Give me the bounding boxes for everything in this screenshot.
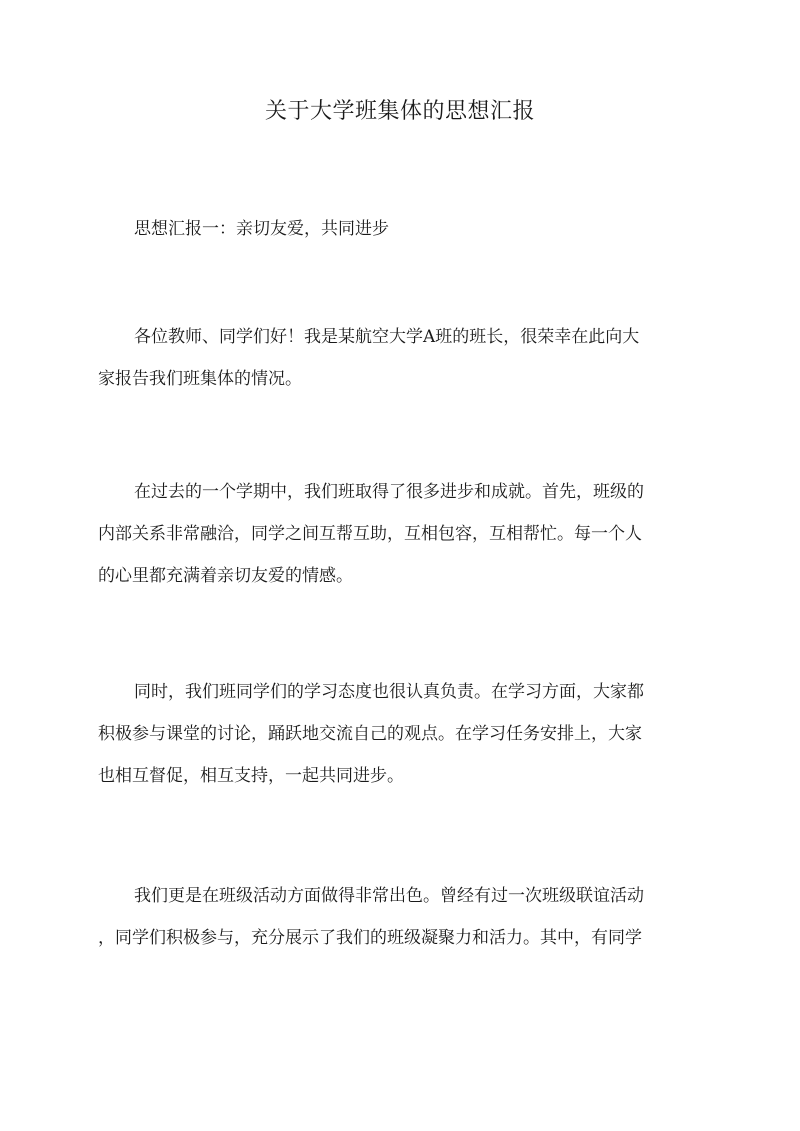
paragraph-2 <box>98 471 702 597</box>
paragraph-line: 在过去的一个学期中，我们班取得了很多进步和成就。首先，班级的 <box>134 482 644 502</box>
paragraph-line: ，同学们积极参与，充分展示了我们的班级凝聚力和活力。其中，有同学 <box>98 928 642 948</box>
paragraph-line: 我们更是在班级活动方面做得非常出色。曾经有过一次班级联谊活动 <box>134 886 644 906</box>
paragraph-4 <box>98 875 702 959</box>
paragraph-line: 同时，我们班同学们的学习态度也很认真负责。在学习方面，大家都 <box>134 682 644 702</box>
paragraph-line: 也相互督促，相互支持，一起共同进步。 <box>98 766 404 786</box>
paragraph-1 <box>98 316 702 400</box>
paragraph-line: 积极参与课堂的讨论，踊跃地交流自己的观点。在学习任务安排上，大家 <box>98 724 642 744</box>
section-heading: 思想汇报一：亲切友爱，共同进步 <box>134 219 389 239</box>
paragraph-line: 家报告我们班集体的情况。 <box>98 369 302 389</box>
paragraph-line: 各位教师、同学们好！我是某航空大学A班的班长，很荣幸在此向大 <box>134 327 640 347</box>
document-title: 关于大学班集体的思想汇报 <box>264 99 535 124</box>
paragraph-line: 的心里都充满着亲切友爱的情感。 <box>98 566 353 586</box>
paragraph-line: 内部关系非常融洽，同学之间互帮互助，互相包容，互相帮忙。每一个人 <box>98 524 642 544</box>
paragraph-3 <box>98 671 702 797</box>
